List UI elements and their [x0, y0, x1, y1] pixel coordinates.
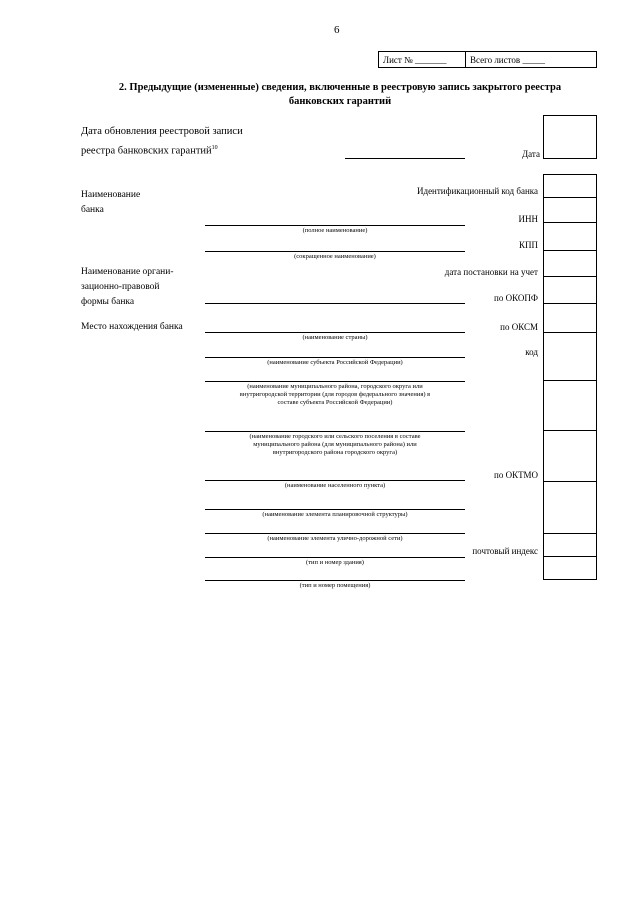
- id-code-label: Идентификационный код банка: [416, 186, 538, 196]
- inn-label: ИНН: [518, 214, 538, 224]
- locality-line: [205, 480, 465, 481]
- location-label: Место нахождения банка: [81, 322, 183, 332]
- oksm-label: по ОКСМ: [500, 322, 538, 332]
- total-sheets-label: Всего листов _____: [470, 55, 545, 65]
- opf-label: Наименование органи- зационно-правовой формы банка: [81, 267, 174, 307]
- subject-caption: (наименование субъекта Российской Федерации): [267, 359, 403, 366]
- building-line: [205, 557, 465, 558]
- short-name-line: [205, 251, 465, 252]
- full-name-caption: (полное наименование): [302, 227, 368, 234]
- sheet-info-table: [378, 51, 597, 68]
- opf-line: [205, 303, 465, 304]
- date-label: Дата: [522, 149, 540, 159]
- municipal-line: [205, 381, 465, 382]
- kpp-label: КПП: [518, 240, 538, 250]
- section-title: 2. Предыдущие (измененные) сведения, включенные в реестровую запись закрытого реестра банковских гарантий: [118, 82, 562, 107]
- settlement-caption: (наименование городского или сельского поселения в составе муниципального района (для муниципального района) или внутригородского района городского округа): [249, 433, 421, 456]
- settlement-line: [205, 431, 465, 432]
- planning-line: [205, 509, 465, 510]
- planning-caption: (наименование элемента планировочной структуры): [262, 511, 408, 518]
- page-number: 6: [334, 24, 340, 36]
- municipal-caption: (наименование муниципального района, городского округа или внутригородской территории (для городов федерального значения) в составе субъекта Российской Федерации): [239, 383, 431, 406]
- subject-line: [205, 357, 465, 358]
- locality-caption: (наименование населенного пункта): [284, 482, 386, 489]
- street-caption: (наименование элемента улично-дорожной сети): [267, 535, 403, 542]
- bank-name-label: Наименование банка: [81, 190, 141, 215]
- full-name-line: [205, 225, 465, 226]
- short-name-caption: (сокращенное наименование): [294, 253, 376, 260]
- country-line: [205, 332, 465, 333]
- update-date-line: [345, 158, 465, 159]
- premises-line: [205, 580, 465, 581]
- street-line: [205, 533, 465, 534]
- sheet-number-label: Лист № _______: [383, 55, 447, 65]
- premises-caption: (тип и номер помещения): [299, 582, 371, 589]
- codes-column: [543, 174, 597, 580]
- update-date-label: Дата обновления реестровой записи реестра банковских гарантий$^{10}$: [81, 126, 243, 157]
- country-caption: (наименование страны): [302, 334, 368, 341]
- date-box[interactable]: [543, 115, 597, 159]
- reg-date-label: дата постановки на учет: [444, 267, 538, 277]
- code-label: код: [525, 347, 538, 357]
- building-caption: (тип и номер здания): [306, 559, 364, 566]
- oktmo-label: по ОКТМО: [494, 470, 538, 480]
- okopf-label: по ОКОПФ: [494, 293, 538, 303]
- postal-label: почтовый индекс: [472, 546, 538, 556]
